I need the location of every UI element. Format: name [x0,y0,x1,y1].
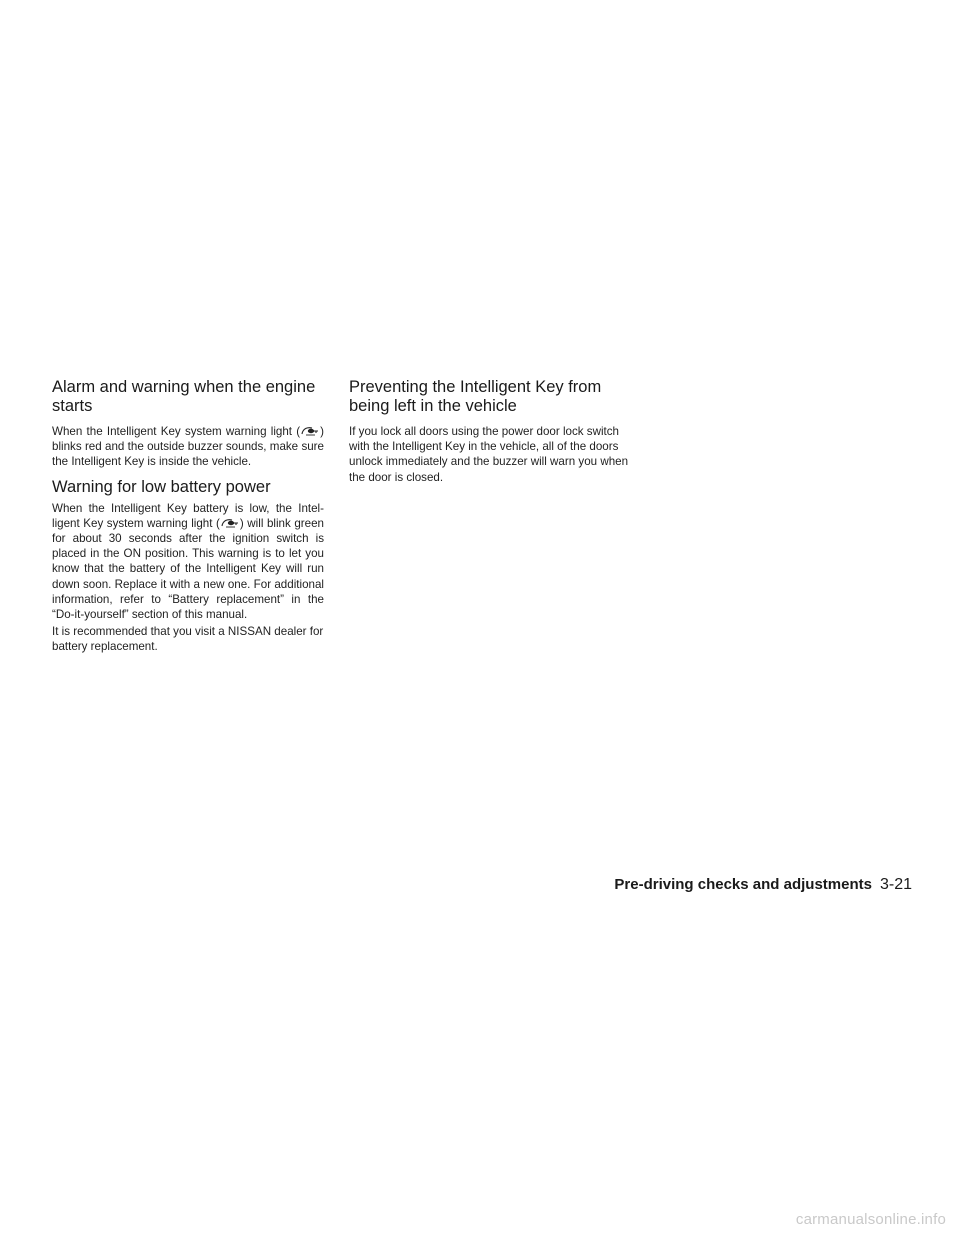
intelligent-key-warning-light-icon [300,425,320,437]
watermark: carmanualsonline.info [795,1211,946,1228]
page-footer [614,876,912,894]
paragraph-dealer-recommendation: It is recommended that you visit a NISSAN dealer for battery replacement. [52,625,324,654]
heading-alarm-warning: Alarm and warning when the engine starts [52,378,316,415]
paragraph-low-battery [52,501,324,623]
text-segment: When the Intelligent Key battery is low, the Intel- ligent Key system warning light ( [52,501,324,530]
text-segment: ) will blink green for about 30 seconds after the ignition switch is placed in the ON position. This warning is to let you know that the battery of the Intelligent Key will run down soon. Replace it with a new one. For additional information, refer to “Battery replacement” in the “Do-it-yourself” section of this manual. [52,516,324,622]
text-segment: ) blinks red and the outside buzzer sounds, make sure the Intelligent Key is inside the vehicle. [52,425,324,469]
left-column [52,378,324,657]
heading-key-left-in-vehicle: Preventing the Intelligent Key from being left in the vehicle [349,378,602,415]
text-segment: When the Intelligent Key system warning light ( [52,425,301,438]
footer-section-title: Pre-driving checks and adjustments [614,876,872,893]
heading-low-battery: Warning for low battery power [52,477,271,496]
paragraph-key-left-in-vehicle: If you lock all doors using the power door lock switch with the Intelligent Key in the vehicle, all of the doors unlock immediately and the buzzer will warn you when the door is closed. [349,425,629,484]
intelligent-key-warning-light-icon [220,517,240,529]
right-column [349,378,629,487]
paragraph-alarm-warning [52,424,324,470]
page-number: 3-21 [879,876,912,893]
